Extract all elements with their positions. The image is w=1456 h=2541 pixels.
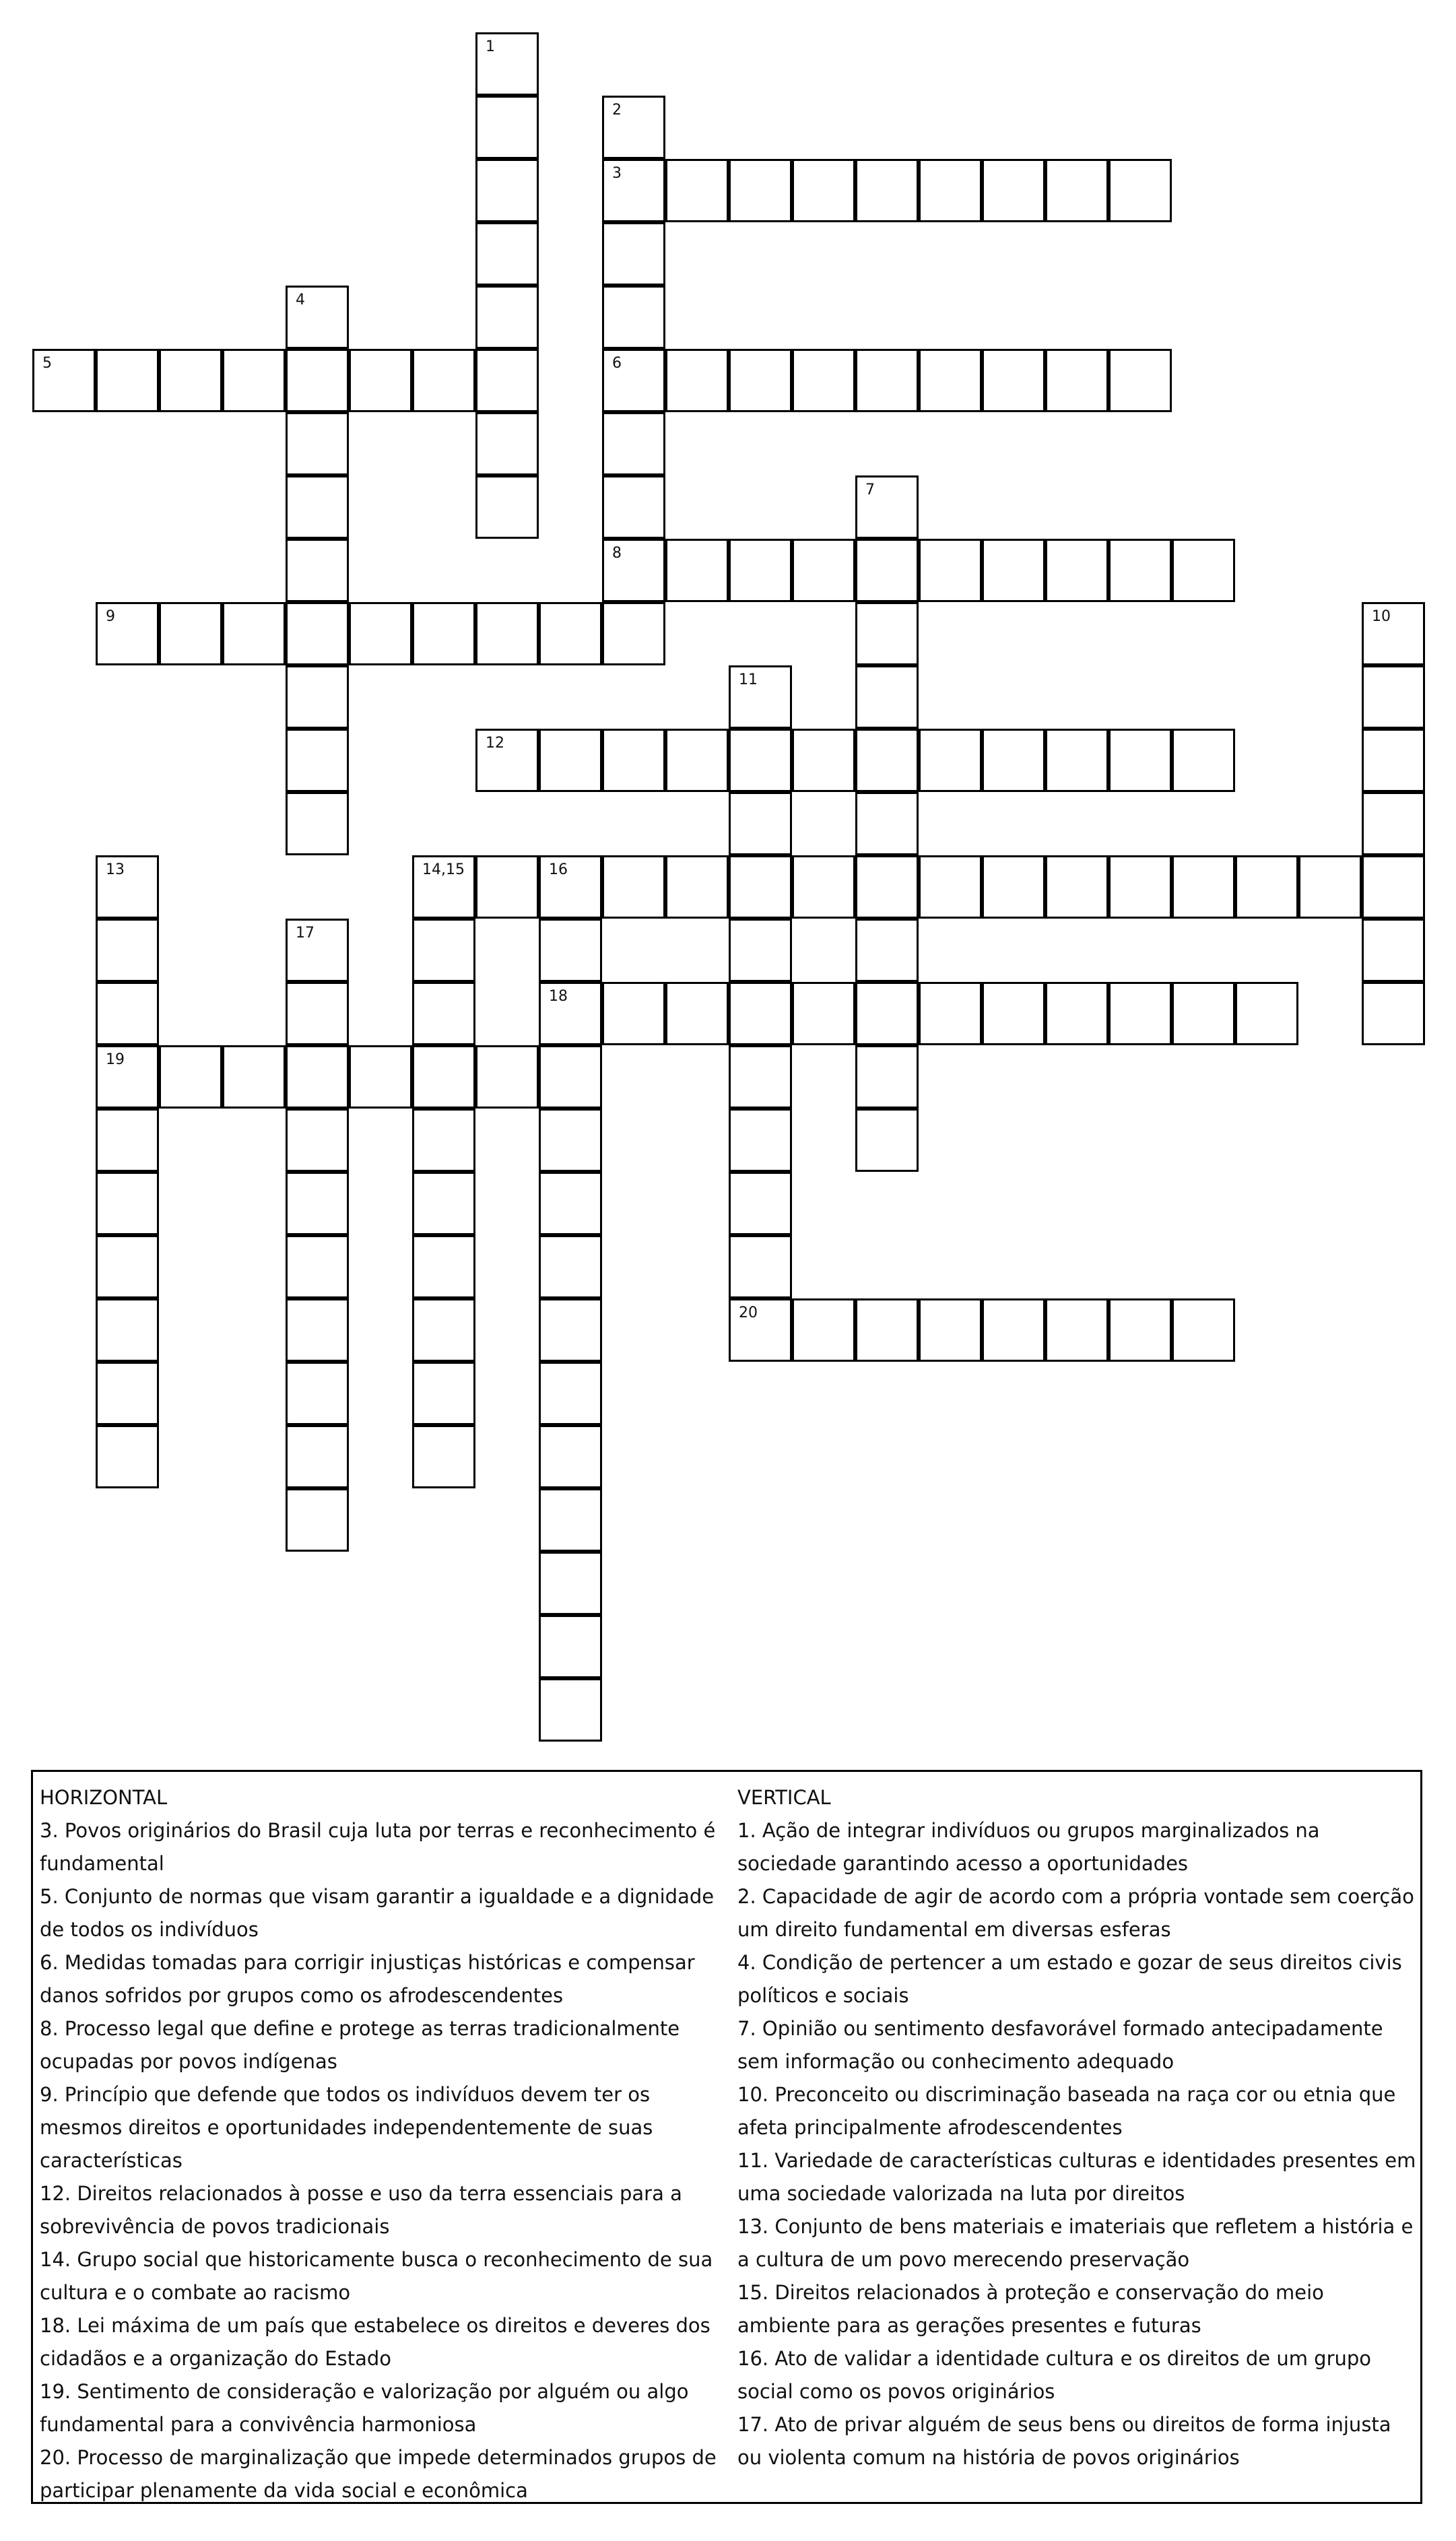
grid-cell[interactable] [982, 349, 1045, 412]
grid-cell[interactable] [286, 475, 349, 539]
grid-cell[interactable] [1045, 982, 1108, 1045]
clue-number: 19 [106, 1051, 125, 1068]
grid-cell[interactable] [539, 729, 602, 792]
clue-number: 11 [739, 671, 758, 688]
grid-cell[interactable] [286, 665, 349, 729]
grid-cell[interactable] [1362, 665, 1425, 729]
grid-cell[interactable] [96, 1172, 159, 1235]
grid-cell[interactable] [539, 1298, 602, 1362]
grid-cell[interactable] [1362, 855, 1425, 919]
grid-cell[interactable] [539, 1425, 602, 1488]
grid-cell[interactable] [602, 602, 665, 665]
grid-cell[interactable] [919, 159, 982, 222]
grid-cell[interactable] [286, 349, 349, 412]
grid-cell[interactable] [919, 855, 982, 919]
grid-cell[interactable] [855, 539, 919, 602]
grid-cell[interactable] [792, 982, 855, 1045]
grid-cell[interactable] [855, 159, 919, 222]
vertical-clues [737, 1781, 1418, 2474]
grid-cell[interactable] [602, 982, 665, 1045]
grid-cell[interactable] [855, 919, 919, 982]
grid-cell[interactable] [919, 1298, 982, 1362]
grid-cell[interactable] [1298, 855, 1362, 919]
grid-cell[interactable] [982, 982, 1045, 1045]
grid-cell[interactable] [475, 349, 539, 412]
grid-cell[interactable] [96, 602, 159, 665]
grid-cell[interactable] [96, 1298, 159, 1362]
clue-horizontal-12: 12. Direitos relacionados à posse e uso da terra essenciais para a sobrevivência de povos tradicionais [40, 2182, 682, 2238]
grid-cell[interactable] [222, 1045, 286, 1109]
grid-cell[interactable] [729, 539, 792, 602]
grid-cell[interactable] [475, 1045, 539, 1109]
grid-cell[interactable] [539, 1362, 602, 1425]
grid-cell[interactable] [1172, 729, 1235, 792]
grid-cell[interactable] [729, 982, 792, 1045]
grid-cell[interactable] [729, 1109, 792, 1172]
grid-cell[interactable] [1045, 1298, 1108, 1362]
grid-cell[interactable] [919, 349, 982, 412]
grid-cell[interactable] [1362, 729, 1425, 792]
grid-cell[interactable] [729, 1172, 792, 1235]
grid-cell[interactable] [602, 222, 665, 286]
grid-cell[interactable] [729, 1235, 792, 1298]
grid-cell[interactable] [475, 729, 539, 792]
grid-cell[interactable] [539, 1678, 602, 1742]
grid-cell[interactable] [855, 792, 919, 855]
grid-cell[interactable] [729, 159, 792, 222]
grid-cell[interactable] [665, 159, 729, 222]
grid-cell[interactable] [349, 1045, 412, 1109]
grid-cell[interactable] [1108, 855, 1172, 919]
grid-cell[interactable] [96, 1235, 159, 1298]
grid-cell[interactable] [1108, 349, 1172, 412]
grid-cell[interactable] [475, 475, 539, 539]
grid-cell[interactable] [286, 919, 349, 982]
clue-vertical-10: 10. Preconceito ou discriminação baseada na raça cor ou etnia que afeta principalmente afrodescendentes [737, 2083, 1396, 2139]
clue-horizontal-5: 5. Conjunto de normas que visam garantir a igualdade e a dignidade de todos os indivíduos [40, 1885, 715, 1941]
grid-cell[interactable] [855, 665, 919, 729]
grid-cell[interactable] [539, 602, 602, 665]
grid-cell[interactable] [729, 792, 792, 855]
grid-cell[interactable] [412, 982, 475, 1045]
grid-cell[interactable] [792, 539, 855, 602]
grid-cell[interactable] [855, 855, 919, 919]
grid-cell[interactable] [159, 1045, 222, 1109]
grid-cell[interactable] [159, 602, 222, 665]
grid-cell[interactable] [1235, 982, 1298, 1045]
grid-cell[interactable] [982, 539, 1045, 602]
grid-cell[interactable] [665, 539, 729, 602]
grid-cell[interactable] [412, 602, 475, 665]
clue-horizontal-14: 14. Grupo social que historicamente busca o reconhecimento de sua cultura e o combate ao racismo [40, 2248, 713, 2304]
grid-cell[interactable] [286, 602, 349, 665]
grid-cell[interactable] [96, 1362, 159, 1425]
grid-cell[interactable] [1235, 855, 1298, 919]
grid-cell[interactable] [286, 729, 349, 792]
clue-number: 8 [612, 545, 622, 562]
grid-cell[interactable] [539, 1045, 602, 1109]
grid-cell[interactable] [96, 982, 159, 1045]
clue-horizontal-20: 20. Processo de marginalização que impede determinados grupos de participar plenamente da vida social e econômica [40, 2446, 717, 2502]
grid-cell[interactable] [982, 855, 1045, 919]
grid-cell[interactable] [729, 1298, 792, 1362]
grid-cell[interactable] [1108, 159, 1172, 222]
grid-cell[interactable] [919, 982, 982, 1045]
clue-number: 3 [612, 165, 622, 182]
grid-cell[interactable] [539, 1109, 602, 1172]
grid-cell[interactable] [855, 602, 919, 665]
grid-cell[interactable] [286, 1362, 349, 1425]
grid-cell[interactable] [412, 1425, 475, 1488]
grid-cell[interactable] [96, 349, 159, 412]
clue-horizontal-3: 3. Povos originários do Brasil cuja luta por terras e reconhecimento é fundamental [40, 1819, 716, 1875]
grid-cell[interactable] [349, 602, 412, 665]
clue-number: 20 [739, 1305, 758, 1321]
grid-cell[interactable] [286, 539, 349, 602]
grid-cell[interactable] [855, 349, 919, 412]
clue-vertical-17: 17. Ato de privar alguém de seus bens ou direitos de forma injusta ou violenta comum na história de povos originários [737, 2413, 1391, 2469]
grid-cell[interactable] [475, 222, 539, 286]
grid-cell[interactable] [855, 982, 919, 1045]
grid-cell[interactable] [539, 855, 602, 919]
grid-cell[interactable] [286, 1425, 349, 1488]
grid-cell[interactable] [1362, 919, 1425, 982]
grid-cell[interactable] [475, 855, 539, 919]
grid-cell[interactable] [96, 855, 159, 919]
clue-number: 13 [106, 861, 125, 878]
grid-cell[interactable] [96, 1425, 159, 1488]
grid-cell[interactable] [1045, 539, 1108, 602]
grid-cell[interactable] [729, 1045, 792, 1109]
grid-cell[interactable] [539, 1172, 602, 1235]
clue-vertical-11: 11. Variedade de características culturas e identidades presentes em uma sociedade valorizada na luta por direitos [737, 2149, 1416, 2205]
grid-cell[interactable] [665, 729, 729, 792]
clue-vertical-16: 16. Ato de validar a identidade cultura e os direitos de um grupo social como os povos originários [737, 2347, 1372, 2403]
grid-cell[interactable] [919, 539, 982, 602]
clue-vertical-7: 7. Opinião ou sentimento desfavorável formado antecipadamente sem informação ou conhecimento adequado [737, 2017, 1383, 2073]
grid-cell[interactable] [1172, 1298, 1235, 1362]
grid-cell[interactable] [475, 96, 539, 159]
clue-vertical-2: 2. Capacidade de agir de acordo com a própria vontade sem coerção um direito fundamental em diversas esferas [737, 1885, 1414, 1941]
grid-cell[interactable] [1172, 855, 1235, 919]
grid-cell[interactable] [982, 729, 1045, 792]
grid-cell[interactable] [475, 32, 539, 96]
grid-cell[interactable] [1045, 159, 1108, 222]
grid-cell[interactable] [412, 1298, 475, 1362]
grid-cell[interactable] [982, 159, 1045, 222]
grid-cell[interactable] [855, 729, 919, 792]
clue-number: 10 [1372, 608, 1391, 625]
grid-cell[interactable] [349, 349, 412, 412]
grid-cell[interactable] [222, 349, 286, 412]
grid-cell[interactable] [919, 729, 982, 792]
grid-cell[interactable] [32, 349, 96, 412]
clue-horizontal-19: 19. Sentimento de consideração e valorização por alguém ou algo fundamental para a convivência harmoniosa [40, 2380, 689, 2436]
grid-cell[interactable] [539, 1488, 602, 1552]
grid-cell[interactable] [286, 1109, 349, 1172]
grid-cell[interactable] [539, 919, 602, 982]
grid-cell[interactable] [1362, 602, 1425, 665]
grid-cell[interactable] [602, 855, 665, 919]
clues-panel [31, 1770, 1422, 2504]
grid-cell[interactable] [729, 855, 792, 919]
clue-number: 4 [296, 292, 305, 308]
clue-horizontal-6: 6. Medidas tomadas para corrigir injustiças históricas e compensar danos sofridos por grupos como os afrodescendentes [40, 1951, 695, 2007]
grid-cell[interactable] [412, 855, 475, 919]
clue-number: 9 [106, 608, 115, 625]
grid-cell[interactable] [792, 349, 855, 412]
grid-cell[interactable] [286, 982, 349, 1045]
grid-cell[interactable] [982, 1298, 1045, 1362]
grid-cell[interactable] [412, 1235, 475, 1298]
grid-cell[interactable] [1045, 855, 1108, 919]
grid-cell[interactable] [539, 982, 602, 1045]
grid-cell[interactable] [286, 1298, 349, 1362]
grid-cell[interactable] [412, 349, 475, 412]
grid-cell[interactable] [1045, 349, 1108, 412]
grid-cell[interactable] [96, 1045, 159, 1109]
grid-cell[interactable] [855, 475, 919, 539]
grid-cell[interactable] [602, 349, 665, 412]
grid-cell[interactable] [1108, 729, 1172, 792]
clue-vertical-13: 13. Conjunto de bens materiais e imateriais que refletem a história e a cultura de um povo merecendo preservação [737, 2215, 1414, 2271]
clue-number: 5 [42, 355, 52, 372]
clue-number: 17 [296, 925, 315, 942]
clue-vertical-1: 1. Ação de integrar indivíduos ou grupos marginalizados na sociedade garantindo acesso a oportunidades [737, 1819, 1320, 1875]
clue-number: 18 [549, 988, 568, 1005]
clue-vertical-15: 15. Direitos relacionados à proteção e conservação do meio ambiente para as gerações presentes e futuras [737, 2281, 1324, 2337]
horizontal-clues [40, 1781, 720, 2507]
grid-cell[interactable] [159, 349, 222, 412]
grid-cell[interactable] [1045, 729, 1108, 792]
clue-number: 12 [486, 735, 504, 752]
vertical-heading: VERTICAL [737, 1786, 831, 1809]
grid-cell[interactable] [412, 1109, 475, 1172]
grid-cell[interactable] [602, 475, 665, 539]
grid-cell[interactable] [222, 602, 286, 665]
grid-cell[interactable] [855, 1298, 919, 1362]
grid-cell[interactable] [286, 1488, 349, 1552]
grid-cell[interactable] [602, 96, 665, 159]
grid-cell[interactable] [1108, 1298, 1172, 1362]
clue-number: 2 [612, 102, 622, 119]
horizontal-heading: HORIZONTAL [40, 1786, 168, 1809]
grid-cell[interactable] [1172, 982, 1235, 1045]
grid-cell[interactable] [96, 1109, 159, 1172]
grid-cell[interactable] [1362, 792, 1425, 855]
grid-cell[interactable] [665, 349, 729, 412]
grid-cell[interactable] [412, 919, 475, 982]
grid-cell[interactable] [602, 729, 665, 792]
clue-number: 14,15 [422, 861, 465, 878]
clue-number: 7 [865, 482, 875, 498]
grid-cell[interactable] [602, 412, 665, 475]
grid-cell[interactable] [855, 1109, 919, 1172]
grid-cell[interactable] [286, 286, 349, 349]
grid-cell[interactable] [729, 665, 792, 729]
grid-cell[interactable] [729, 919, 792, 982]
grid-cell[interactable] [602, 286, 665, 349]
grid-cell[interactable] [412, 1172, 475, 1235]
grid-cell[interactable] [1108, 539, 1172, 602]
grid-cell[interactable] [602, 159, 665, 222]
grid-cell[interactable] [539, 1235, 602, 1298]
grid-cell[interactable] [286, 1235, 349, 1298]
grid-cell[interactable] [665, 982, 729, 1045]
grid-cell[interactable] [539, 1552, 602, 1615]
grid-cell[interactable] [1108, 982, 1172, 1045]
grid-cell[interactable] [1172, 539, 1235, 602]
clue-horizontal-9: 9. Princípio que defende que todos os indivíduos devem ter os mesmos direitos e oportunidades independentemente de suas características [40, 2083, 653, 2172]
clue-number: 1 [486, 38, 495, 55]
grid-cell[interactable] [286, 1172, 349, 1235]
grid-cell[interactable] [792, 1298, 855, 1362]
grid-cell[interactable] [412, 1362, 475, 1425]
grid-cell[interactable] [1362, 982, 1425, 1045]
grid-cell[interactable] [286, 1045, 349, 1109]
clue-number: 16 [549, 861, 568, 878]
grid-cell[interactable] [539, 1615, 602, 1678]
grid-cell[interactable] [475, 412, 539, 475]
grid-cell[interactable] [602, 539, 665, 602]
grid-cell[interactable] [475, 159, 539, 222]
grid-cell[interactable] [475, 286, 539, 349]
clue-horizontal-8: 8. Processo legal que define e protege as terras tradicionalmente ocupadas por povos indígenas [40, 2017, 680, 2073]
grid-cell[interactable] [729, 729, 792, 792]
grid-cell[interactable] [792, 159, 855, 222]
clue-vertical-4: 4. Condição de pertencer a um estado e gozar de seus direitos civis políticos e sociais [737, 1951, 1402, 2007]
grid-cell[interactable] [729, 349, 792, 412]
grid-cell[interactable] [855, 1045, 919, 1109]
grid-cell[interactable] [792, 855, 855, 919]
grid-cell[interactable] [286, 792, 349, 855]
grid-cell[interactable] [412, 1045, 475, 1109]
clue-number: 6 [612, 355, 622, 372]
grid-cell[interactable] [665, 855, 729, 919]
grid-cell[interactable] [96, 919, 159, 982]
grid-cell[interactable] [792, 729, 855, 792]
grid-cell[interactable] [475, 602, 539, 665]
clue-horizontal-18: 18. Lei máxima de um país que estabelece os direitos e deveres dos cidadãos e a organização do Estado [40, 2314, 710, 2370]
grid-cell[interactable] [286, 412, 349, 475]
